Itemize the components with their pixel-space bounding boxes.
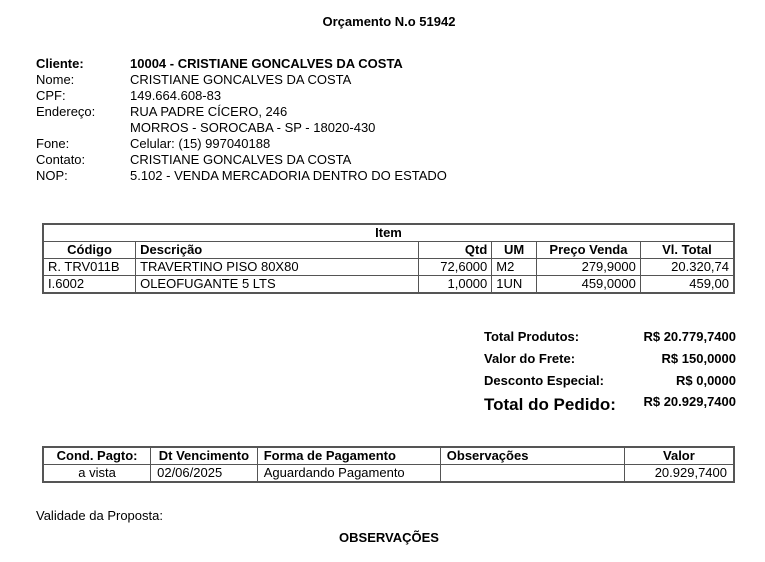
item-unit: M2 <box>492 259 537 276</box>
desconto-label: Desconto Especial: <box>484 373 604 388</box>
item-total: 459,00 <box>640 276 734 294</box>
items-column-headers <box>43 242 734 259</box>
table-row <box>43 465 734 483</box>
item-unit: 1UN <box>492 276 537 294</box>
item-code: R. TRV011B <box>43 259 136 276</box>
validade-label: Validade da Proposta: <box>36 508 163 523</box>
cliente-value: 10004 - CRISTIANE GONCALVES DA COSTA <box>130 56 403 71</box>
column-header: Cond. Pagto: <box>43 447 151 465</box>
nome-label: Nome: <box>36 72 75 87</box>
endereco-line1: RUA PADRE CÍCERO, 246 <box>130 104 288 119</box>
column-header: Descrição <box>136 242 419 259</box>
items-table <box>42 223 735 294</box>
column-header: Valor <box>624 447 734 465</box>
item-description: OLEOFUGANTE 5 LTS <box>136 276 419 294</box>
totals-block <box>484 326 736 418</box>
desconto-value: R$ 0,0000 <box>676 373 736 388</box>
table-row <box>43 259 734 276</box>
item-description: TRAVERTINO PISO 80X80 <box>136 259 419 276</box>
page-title: Orçamento N.o 51942 <box>322 14 456 29</box>
column-header: Forma de Pagamento <box>257 447 440 465</box>
cpf-value: 149.664.608-83 <box>130 88 222 103</box>
nome-value: CRISTIANE GONCALVES DA COSTA <box>130 72 352 87</box>
total-produtos-value: R$ 20.779,7400 <box>643 329 736 344</box>
valor-frete-label: Valor do Frete: <box>484 351 576 366</box>
payment-notes <box>440 465 624 483</box>
client-info <box>36 56 636 184</box>
column-header: Qtd <box>419 242 492 259</box>
column-header: UM <box>492 242 537 259</box>
payment-due-date: 02/06/2025 <box>151 465 258 483</box>
column-header: Preço Venda <box>537 242 641 259</box>
valor-frete-value: R$ 150,0000 <box>661 351 736 366</box>
item-price: 279,9000 <box>537 259 641 276</box>
payment-method: Aguardando Pagamento <box>257 465 440 483</box>
total-pedido-label: Total do Pedido: <box>484 395 616 414</box>
payment-condition: a vista <box>43 465 151 483</box>
nop-label: NOP: <box>36 168 68 183</box>
column-header: Código <box>43 242 136 259</box>
column-header: Dt Vencimento <box>151 447 258 465</box>
endereco-label: Endereço: <box>36 104 96 119</box>
endereco-line2: MORROS - SOROCABA - SP - 18020-430 <box>130 120 376 135</box>
item-total: 20.320,74 <box>640 259 734 276</box>
fone-label: Fone: <box>36 136 70 151</box>
total-pedido-value: R$ 20.929,7400 <box>643 394 736 409</box>
contato-value: CRISTIANE GONCALVES DA COSTA <box>130 152 352 167</box>
item-qty: 1,0000 <box>419 276 492 294</box>
cliente-label: Cliente: <box>36 56 84 71</box>
column-header: Vl. Total <box>640 242 734 259</box>
item-qty: 72,6000 <box>419 259 492 276</box>
payment-value: 20.929,7400 <box>624 465 734 483</box>
payment-table <box>42 446 735 483</box>
contato-label: Contato: <box>36 152 86 167</box>
table-row <box>43 276 734 294</box>
observacoes-title: OBSERVAÇÕES <box>339 530 439 545</box>
items-header: Item <box>43 224 734 242</box>
nop-value: 5.102 - VENDA MERCADORIA DENTRO DO ESTADO <box>130 168 447 183</box>
payment-column-headers <box>43 447 734 465</box>
item-price: 459,0000 <box>537 276 641 294</box>
item-code: I.6002 <box>43 276 136 294</box>
column-header: Observações <box>440 447 624 465</box>
fone-value: Celular: (15) 997040188 <box>130 136 271 151</box>
total-produtos-label: Total Produtos: <box>484 329 580 344</box>
cpf-label: CPF: <box>36 88 66 103</box>
